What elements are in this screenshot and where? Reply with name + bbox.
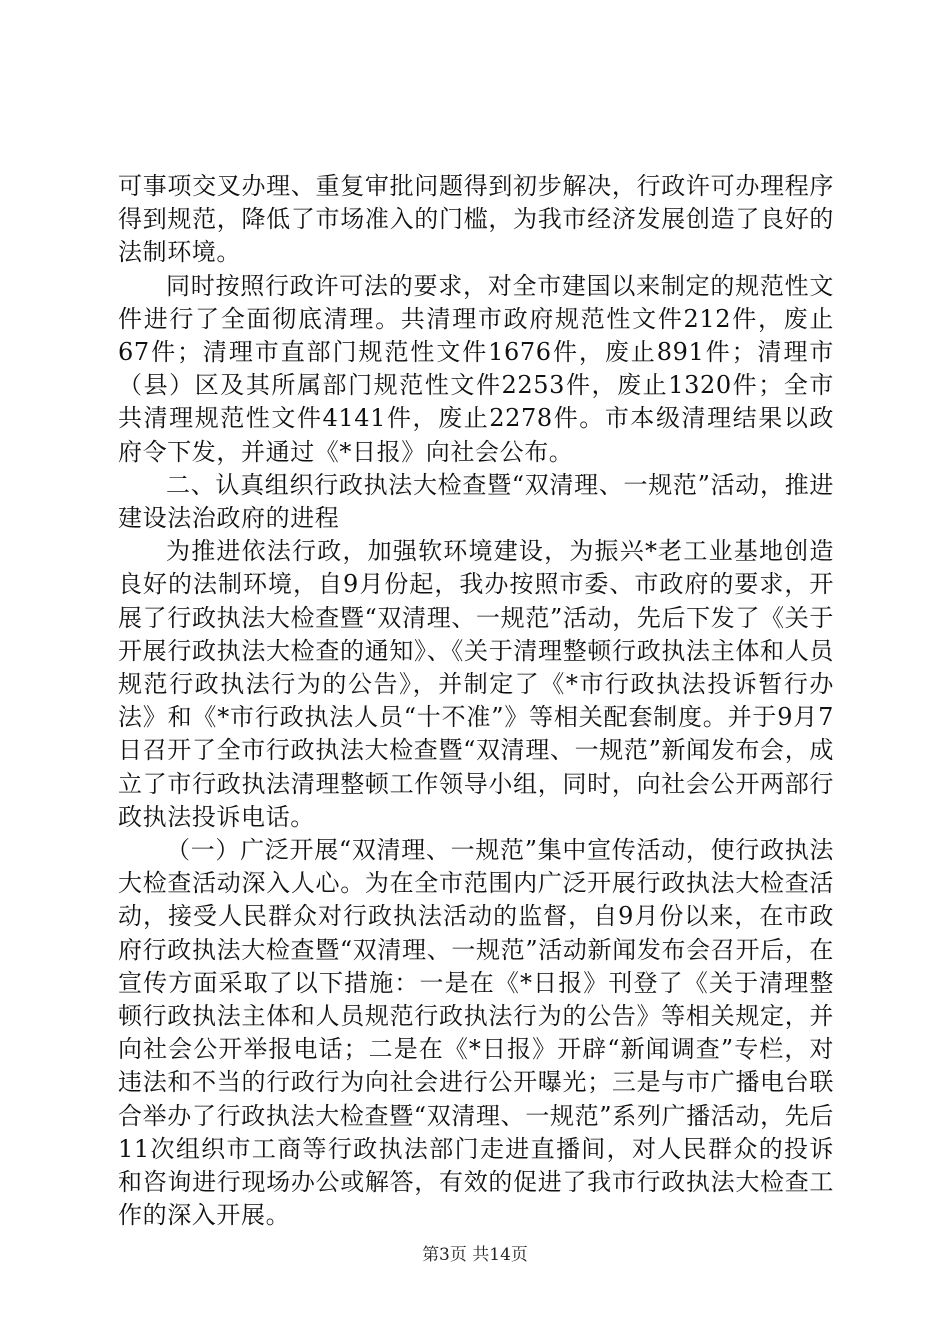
paragraph-continuation: 可事项交叉办理、重复审批问题得到初步解决，行政许可办理程序得到规范，降低了市场准入的门槛，为我市经济发展创造了良好的法制环境。	[118, 172, 834, 267]
paragraph-inspection-campaign: 为推进依法行政，加强软环境建设，为振兴*老工业基地创造良好的法制环境，自9月份起，我办按照市委、市政府的要求，开展了行政执法大检查暨“双清理、一规范”活动，先后下发了《关于开展行政执法大检查的通知》、《关于清理整顿行政执法主体和人员规范行政执法行为的公告》，并制定了《*市行政执法投诉暂行办法》和《*市行政执法人员“十不准”》等相关配套制度。并于9月7日召开了全市行政执法大检查暨“双清理、一规范”新闻发布会，成立了市行政执法清理整顿工作领导小组，同时，向社会公开两部行政执法投诉电话。	[118, 537, 834, 831]
page-footer: 第3页 共14页	[422, 1245, 528, 1265]
document-body	[118, 170, 834, 1233]
section-heading-two: 二、认真组织行政执法大检查暨“双清理、一规范”活动，推进建设法治政府的进程	[118, 470, 834, 533]
paragraph-regulation-cleanup: 同时按照行政许可法的要求，对全市建国以来制定的规范性文件进行了全面彻底清理。共清理市政府规范性文件212件，废止67件；清理市直部门规范性文件1676件，废止891件；清理市（县）区及其所属部门规范性文件2253件，废止1320件；全市共清理规范性文件4141件，废止2278件。市本级清理结果以政府令下发，并通过《*日报》向社会公布。	[118, 271, 834, 466]
paragraph-publicity-activities: （一）广泛开展“双清理、一规范”集中宣传活动，使行政执法大检查活动深入人心。为在全市范围内广泛开展行政执法大检查活动，接受人民群众对行政执法活动的监督，自9月份以来，在市政府行政执法大检查暨“双清理、一规范”活动新闻发布会召开后，在宣传方面采取了以下措施：一是在《*日报》刊登了《关于清理整顿行政执法主体和人员规范行政执法行为的公告》等相关规定，并向社会公开举报电话；二是在《*日报》开辟“新闻调查”专栏，对违法和不当的行政行为向社会进行公开曝光；三是与市广播电台联合举办了行政执法大检查暨“双清理、一规范”系列广播活动，先后11次组织市工商等行政执法部门走进直播间，对人民群众的投诉和咨询进行现场办公或解答，有效的促进了我市行政执法大检查工作的深入开展。	[118, 836, 834, 1230]
